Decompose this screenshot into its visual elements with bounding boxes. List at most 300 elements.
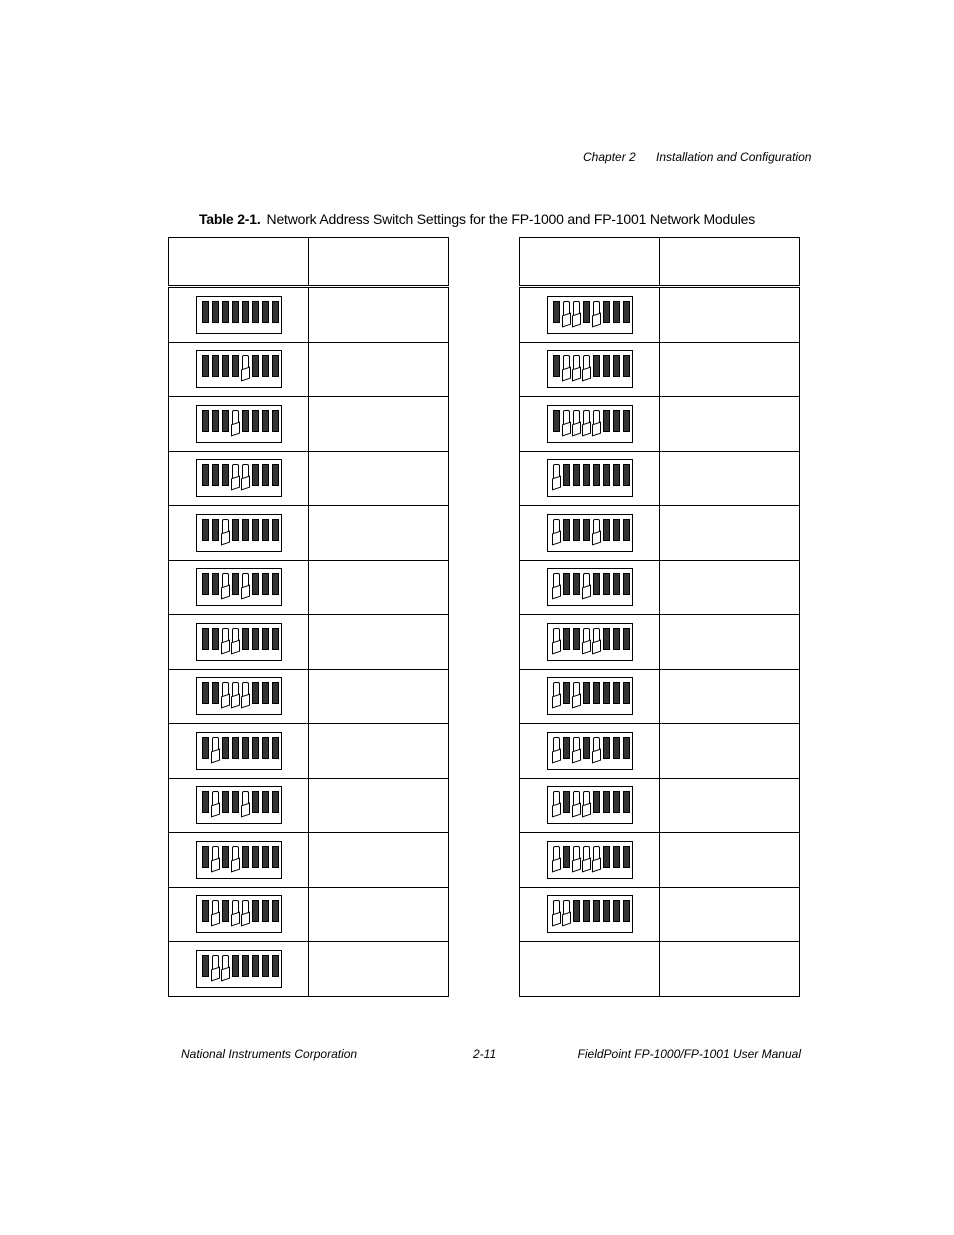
dip-switch-toggle <box>593 301 600 323</box>
footer-company: National Instruments Corporation <box>181 1047 358 1061</box>
dip-switch-icon <box>547 623 633 661</box>
address-cell <box>660 669 800 724</box>
address-cell <box>309 833 449 888</box>
switch-cell <box>520 615 660 670</box>
dip-switch-toggle <box>252 791 259 813</box>
dip-switch-icon <box>196 459 282 497</box>
dip-switch-toggle <box>613 628 620 650</box>
dip-switch-toggle <box>202 682 209 704</box>
dip-switch-toggle <box>593 355 600 377</box>
dip-switch-toggle <box>202 791 209 813</box>
dip-switch-toggle <box>553 410 560 432</box>
dip-switch-toggle <box>553 301 560 323</box>
dip-switch-toggle <box>242 464 249 486</box>
dip-switch-toggle <box>262 682 269 704</box>
dip-switch-toggle <box>563 573 570 595</box>
switch-cell <box>520 778 660 833</box>
dip-switch-toggle <box>593 519 600 541</box>
dip-switch-toggle <box>252 846 259 868</box>
dip-switch-toggle <box>212 301 219 323</box>
dip-switch-toggle <box>573 900 580 922</box>
table-row <box>169 506 449 561</box>
table-row <box>520 342 800 397</box>
dip-switch-toggle <box>262 900 269 922</box>
dip-switch-icon <box>196 950 282 988</box>
address-cell <box>660 560 800 615</box>
dip-switch-toggle <box>272 464 279 486</box>
table-row <box>520 669 800 724</box>
table-caption <box>0 211 954 227</box>
dip-switch-toggle <box>242 628 249 650</box>
address-cell <box>660 451 800 506</box>
dip-switch-toggle <box>222 464 229 486</box>
dip-switch-toggle <box>613 573 620 595</box>
dip-switch-toggle <box>232 900 239 922</box>
dip-switch-toggle <box>262 791 269 813</box>
dip-switch-toggle <box>603 682 610 704</box>
section-title: Installation and Configuration <box>656 150 812 164</box>
dip-switch-toggle <box>212 519 219 541</box>
dip-switch-icon <box>196 786 282 824</box>
dip-switch-toggle <box>563 900 570 922</box>
switch-cell <box>520 833 660 888</box>
dip-switch-toggle <box>242 355 249 377</box>
dip-switch-toggle <box>222 682 229 704</box>
dip-switch-toggle <box>212 846 219 868</box>
dip-switch-toggle <box>252 573 259 595</box>
dip-switch-icon <box>547 786 633 824</box>
dip-switch-toggle <box>212 573 219 595</box>
table-row <box>520 560 800 615</box>
dip-switch-toggle <box>252 464 259 486</box>
dip-switch-toggle <box>623 519 630 541</box>
dip-switch-toggle <box>553 355 560 377</box>
dip-switch-toggle <box>573 573 580 595</box>
address-cell <box>309 615 449 670</box>
switch-cell <box>520 451 660 506</box>
dip-switch-toggle <box>212 900 219 922</box>
dip-switch-toggle <box>212 682 219 704</box>
dip-switch-toggle <box>222 737 229 759</box>
dip-switch-toggle <box>202 573 209 595</box>
dip-switch-toggle <box>623 900 630 922</box>
table-row <box>520 887 800 942</box>
address-cell <box>309 287 449 343</box>
dip-switch-toggle <box>232 955 239 977</box>
dip-switch-toggle <box>272 628 279 650</box>
dip-switch-toggle <box>222 410 229 432</box>
dip-switch-toggle <box>583 900 590 922</box>
dip-switch-toggle <box>603 573 610 595</box>
switch-cell <box>520 506 660 561</box>
header-cell-address <box>660 238 800 287</box>
dip-switch-toggle <box>603 519 610 541</box>
address-cell <box>660 615 800 670</box>
table-row <box>520 778 800 833</box>
footer-page-number: 2-11 <box>473 1047 497 1061</box>
dip-switch-icon <box>196 732 282 770</box>
table-row <box>169 287 449 343</box>
dip-switch-toggle <box>262 846 269 868</box>
dip-switch-toggle <box>262 301 269 323</box>
dip-switch-icon <box>196 514 282 552</box>
dip-switch-toggle <box>623 737 630 759</box>
address-cell <box>660 887 800 942</box>
table-row <box>520 451 800 506</box>
dip-switch-toggle <box>603 464 610 486</box>
switch-cell <box>520 724 660 779</box>
dip-switch-toggle <box>573 737 580 759</box>
address-cell <box>660 942 800 997</box>
table-row <box>169 397 449 452</box>
address-cell <box>660 506 800 561</box>
address-cell <box>660 833 800 888</box>
table-label: Table 2-1. <box>198 211 261 227</box>
dip-switch-toggle <box>202 737 209 759</box>
dip-switch-toggle <box>623 301 630 323</box>
dip-switch-toggle <box>202 301 209 323</box>
table-row <box>169 942 449 997</box>
switch-cell <box>169 942 309 997</box>
dip-switch-toggle <box>262 628 269 650</box>
dip-switch-toggle <box>202 355 209 377</box>
switch-table-left <box>168 237 449 997</box>
table-row <box>520 615 800 670</box>
dip-switch-toggle <box>222 573 229 595</box>
dip-switch-toggle <box>272 573 279 595</box>
dip-switch-toggle <box>583 682 590 704</box>
dip-switch-icon <box>196 568 282 606</box>
dip-switch-toggle <box>623 464 630 486</box>
dip-switch-toggle <box>262 519 269 541</box>
dip-switch-toggle <box>232 573 239 595</box>
dip-switch-toggle <box>202 410 209 432</box>
dip-switch-toggle <box>623 682 630 704</box>
table-row <box>520 397 800 452</box>
dip-switch-toggle <box>583 573 590 595</box>
dip-switch-toggle <box>573 464 580 486</box>
dip-switch-toggle <box>613 791 620 813</box>
dip-switch-toggle <box>553 737 560 759</box>
table-row <box>169 778 449 833</box>
dip-switch-toggle <box>613 519 620 541</box>
dip-switch-toggle <box>603 355 610 377</box>
dip-switch-toggle <box>242 846 249 868</box>
address-cell <box>309 560 449 615</box>
switch-cell <box>169 615 309 670</box>
dip-switch-toggle <box>272 301 279 323</box>
table-row <box>169 887 449 942</box>
dip-switch-toggle <box>252 519 259 541</box>
dip-switch-toggle <box>242 955 249 977</box>
dip-switch-toggle <box>222 628 229 650</box>
dip-switch-toggle <box>563 846 570 868</box>
dip-switch-toggle <box>593 464 600 486</box>
switch-cell <box>520 342 660 397</box>
switch-cell <box>520 942 660 997</box>
table-row <box>520 724 800 779</box>
dip-switch-toggle <box>623 410 630 432</box>
dip-switch-toggle <box>583 628 590 650</box>
dip-switch-toggle <box>593 900 600 922</box>
dip-switch-toggle <box>262 955 269 977</box>
dip-switch-toggle <box>232 355 239 377</box>
dip-switch-toggle <box>573 846 580 868</box>
dip-switch-toggle <box>603 301 610 323</box>
dip-switch-toggle <box>252 628 259 650</box>
dip-switch-toggle <box>623 355 630 377</box>
switch-cell <box>169 669 309 724</box>
header-cell-switch <box>520 238 660 287</box>
dip-switch-icon <box>547 732 633 770</box>
table-row <box>520 506 800 561</box>
address-cell <box>660 342 800 397</box>
dip-switch-toggle <box>603 900 610 922</box>
dip-switch-toggle <box>593 737 600 759</box>
address-cell <box>309 506 449 561</box>
dip-switch-toggle <box>212 955 219 977</box>
dip-switch-toggle <box>252 301 259 323</box>
dip-switch-toggle <box>583 519 590 541</box>
switch-cell <box>169 833 309 888</box>
dip-switch-icon <box>547 895 633 933</box>
dip-switch-toggle <box>272 846 279 868</box>
dip-switch-toggle <box>603 791 610 813</box>
dip-switch-toggle <box>212 464 219 486</box>
dip-switch-toggle <box>232 301 239 323</box>
dip-switch-toggle <box>573 355 580 377</box>
dip-switch-toggle <box>613 301 620 323</box>
table-title: Network Address Switch Settings for the FP-1000 and FP-1001 Network Modules <box>266 211 755 227</box>
dip-switch-toggle <box>623 573 630 595</box>
dip-switch-toggle <box>272 955 279 977</box>
dip-switch-toggle <box>272 791 279 813</box>
dip-switch-icon <box>196 350 282 388</box>
dip-switch-toggle <box>583 737 590 759</box>
dip-switch-toggle <box>242 900 249 922</box>
chapter-label: Chapter 2 <box>583 150 636 164</box>
dip-switch-toggle <box>262 737 269 759</box>
dip-switch-toggle <box>272 900 279 922</box>
dip-switch-toggle <box>603 737 610 759</box>
dip-switch-toggle <box>623 791 630 813</box>
dip-switch-toggle <box>232 519 239 541</box>
address-cell <box>660 397 800 452</box>
dip-switch-toggle <box>613 682 620 704</box>
header-cell-switch <box>169 238 309 287</box>
table-row <box>169 615 449 670</box>
address-cell <box>660 778 800 833</box>
dip-switch-toggle <box>553 573 560 595</box>
dip-switch-toggle <box>222 519 229 541</box>
dip-switch-toggle <box>242 573 249 595</box>
dip-switch-toggle <box>613 464 620 486</box>
dip-switch-toggle <box>222 846 229 868</box>
dip-switch-toggle <box>583 301 590 323</box>
address-cell <box>309 342 449 397</box>
table-row <box>169 833 449 888</box>
dip-switch-toggle <box>593 410 600 432</box>
dip-switch-toggle <box>212 628 219 650</box>
dip-switch-toggle <box>583 846 590 868</box>
table-row <box>169 669 449 724</box>
dip-switch-toggle <box>553 791 560 813</box>
dip-switch-icon <box>196 841 282 879</box>
dip-switch-toggle <box>222 955 229 977</box>
dip-switch-toggle <box>563 628 570 650</box>
switch-cell <box>169 560 309 615</box>
dip-switch-toggle <box>573 791 580 813</box>
dip-switch-toggle <box>573 410 580 432</box>
table-header-row <box>520 238 800 287</box>
dip-switch-toggle <box>563 682 570 704</box>
dip-switch-toggle <box>212 355 219 377</box>
dip-switch-toggle <box>623 846 630 868</box>
dip-switch-toggle <box>232 464 239 486</box>
table-row <box>169 342 449 397</box>
dip-switch-toggle <box>222 900 229 922</box>
dip-switch-toggle <box>563 355 570 377</box>
dip-switch-toggle <box>583 791 590 813</box>
switch-cell <box>169 724 309 779</box>
dip-switch-toggle <box>573 628 580 650</box>
dip-switch-toggle <box>252 410 259 432</box>
dip-switch-toggle <box>262 464 269 486</box>
dip-switch-toggle <box>563 519 570 541</box>
dip-switch-toggle <box>212 410 219 432</box>
dip-switch-toggle <box>603 410 610 432</box>
dip-switch-toggle <box>232 410 239 432</box>
address-cell <box>309 451 449 506</box>
dip-switch-toggle <box>222 355 229 377</box>
dip-switch-toggle <box>242 791 249 813</box>
dip-switch-toggle <box>202 955 209 977</box>
dip-switch-toggle <box>613 410 620 432</box>
switch-cell <box>169 342 309 397</box>
dip-switch-toggle <box>232 628 239 650</box>
dip-switch-toggle <box>593 846 600 868</box>
dip-switch-toggle <box>272 519 279 541</box>
dip-switch-icon <box>196 405 282 443</box>
dip-switch-icon <box>547 841 633 879</box>
dip-switch-toggle <box>232 791 239 813</box>
dip-switch-icon <box>196 895 282 933</box>
dip-switch-toggle <box>252 955 259 977</box>
table-row <box>169 724 449 779</box>
switch-cell <box>169 451 309 506</box>
dip-switch-toggle <box>232 682 239 704</box>
footer-manual-title: FieldPoint FP-1000/FP-1001 User Manual <box>577 1047 801 1061</box>
dip-switch-toggle <box>232 846 239 868</box>
table-header-row <box>169 238 449 287</box>
dip-switch-toggle <box>262 355 269 377</box>
dip-switch-toggle <box>222 301 229 323</box>
dip-switch-toggle <box>553 628 560 650</box>
dip-switch-toggle <box>623 628 630 650</box>
dip-switch-toggle <box>553 682 560 704</box>
dip-switch-toggle <box>272 682 279 704</box>
table-row <box>169 451 449 506</box>
dip-switch-toggle <box>202 464 209 486</box>
dip-switch-toggle <box>212 737 219 759</box>
address-cell <box>309 669 449 724</box>
dip-switch-toggle <box>563 464 570 486</box>
dip-switch-toggle <box>242 301 249 323</box>
switch-cell <box>169 887 309 942</box>
switch-cell <box>169 506 309 561</box>
dip-switch-toggle <box>613 900 620 922</box>
dip-switch-toggle <box>272 355 279 377</box>
dip-switch-icon <box>547 459 633 497</box>
dip-switch-toggle <box>583 410 590 432</box>
dip-switch-toggle <box>252 737 259 759</box>
dip-switch-toggle <box>603 628 610 650</box>
table-row <box>520 287 800 343</box>
address-cell <box>309 778 449 833</box>
dip-switch-toggle <box>563 410 570 432</box>
dip-switch-toggle <box>222 791 229 813</box>
dip-switch-toggle <box>242 682 249 704</box>
switch-cell <box>169 397 309 452</box>
table-row <box>520 833 800 888</box>
dip-switch-toggle <box>593 573 600 595</box>
dip-switch-toggle <box>262 573 269 595</box>
dip-switch-toggle <box>252 682 259 704</box>
switch-cell <box>520 287 660 343</box>
dip-switch-toggle <box>613 355 620 377</box>
dip-switch-toggle <box>593 682 600 704</box>
dip-switch-toggle <box>553 900 560 922</box>
dip-switch-icon <box>196 296 282 334</box>
dip-switch-toggle <box>563 301 570 323</box>
table-row <box>520 942 800 997</box>
dip-switch-icon <box>547 405 633 443</box>
dip-switch-toggle <box>563 737 570 759</box>
dip-switch-toggle <box>613 737 620 759</box>
dip-switch-toggle <box>242 737 249 759</box>
table-row <box>169 560 449 615</box>
dip-switch-toggle <box>272 410 279 432</box>
dip-switch-toggle <box>202 519 209 541</box>
address-cell <box>309 397 449 452</box>
switch-cell <box>520 397 660 452</box>
dip-switch-icon <box>547 350 633 388</box>
dip-switch-toggle <box>202 900 209 922</box>
address-cell <box>309 942 449 997</box>
dip-switch-toggle <box>553 846 560 868</box>
switch-cell <box>520 560 660 615</box>
dip-switch-toggle <box>252 355 259 377</box>
dip-switch-toggle <box>613 846 620 868</box>
dip-switch-toggle <box>202 846 209 868</box>
dip-switch-toggle <box>242 519 249 541</box>
address-cell <box>660 724 800 779</box>
dip-switch-toggle <box>573 682 580 704</box>
dip-switch-toggle <box>583 464 590 486</box>
dip-switch-icon <box>547 677 633 715</box>
dip-switch-toggle <box>232 737 239 759</box>
address-cell <box>660 287 800 343</box>
address-cell <box>309 724 449 779</box>
dip-switch-icon <box>547 568 633 606</box>
dip-switch-toggle <box>212 791 219 813</box>
dip-switch-toggle <box>573 519 580 541</box>
switch-cell <box>520 669 660 724</box>
switch-cell <box>169 778 309 833</box>
dip-switch-icon <box>547 296 633 334</box>
dip-switch-toggle <box>272 737 279 759</box>
switch-table-right <box>519 237 800 997</box>
